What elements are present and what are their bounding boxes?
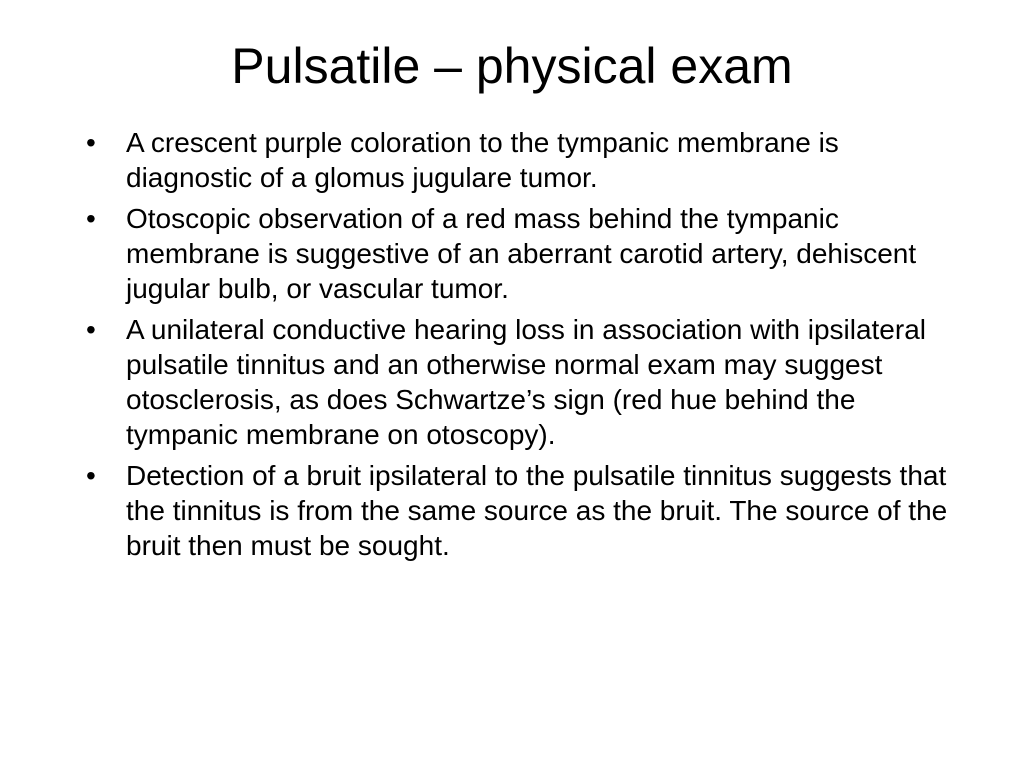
bullet-text-3: A unilateral conductive hearing loss in association with ipsilateral pulsatile tinnitus and an otherwise normal exam may suggest otosclerosis, as does Schwartze’s sign (red hue behind the tympanic membrane on otoscopy). — [126, 314, 926, 450]
bullet-list — [80, 125, 960, 569]
bullet-dot-icon: • — [86, 203, 96, 234]
bullet-text-1: A crescent purple coloration to the tympanic membrane is diagnostic of a glomus jugulare tumor. — [126, 127, 839, 193]
bullet-item-1 — [80, 125, 960, 195]
bullet-item-4 — [80, 458, 960, 563]
slide-title: Pulsatile – physical exam — [231, 38, 793, 94]
bullet-dot-icon: • — [86, 460, 96, 491]
bullet-text-4: Detection of a bruit ipsilateral to the pulsatile tinnitus suggests that the tinnitus is from the same source as the bruit. The source of the bruit then must be sought. — [126, 460, 948, 561]
bullet-item-2 — [80, 201, 960, 306]
bullet-dot-icon: • — [86, 314, 96, 345]
bullet-text-2: Otoscopic observation of a red mass behind the tympanic membrane is suggestive of an aberrant carotid artery, dehiscent jugular bulb, or vascular tumor. — [126, 203, 917, 304]
bullet-dot-icon: • — [86, 127, 96, 158]
bullet-item-3 — [80, 312, 960, 452]
